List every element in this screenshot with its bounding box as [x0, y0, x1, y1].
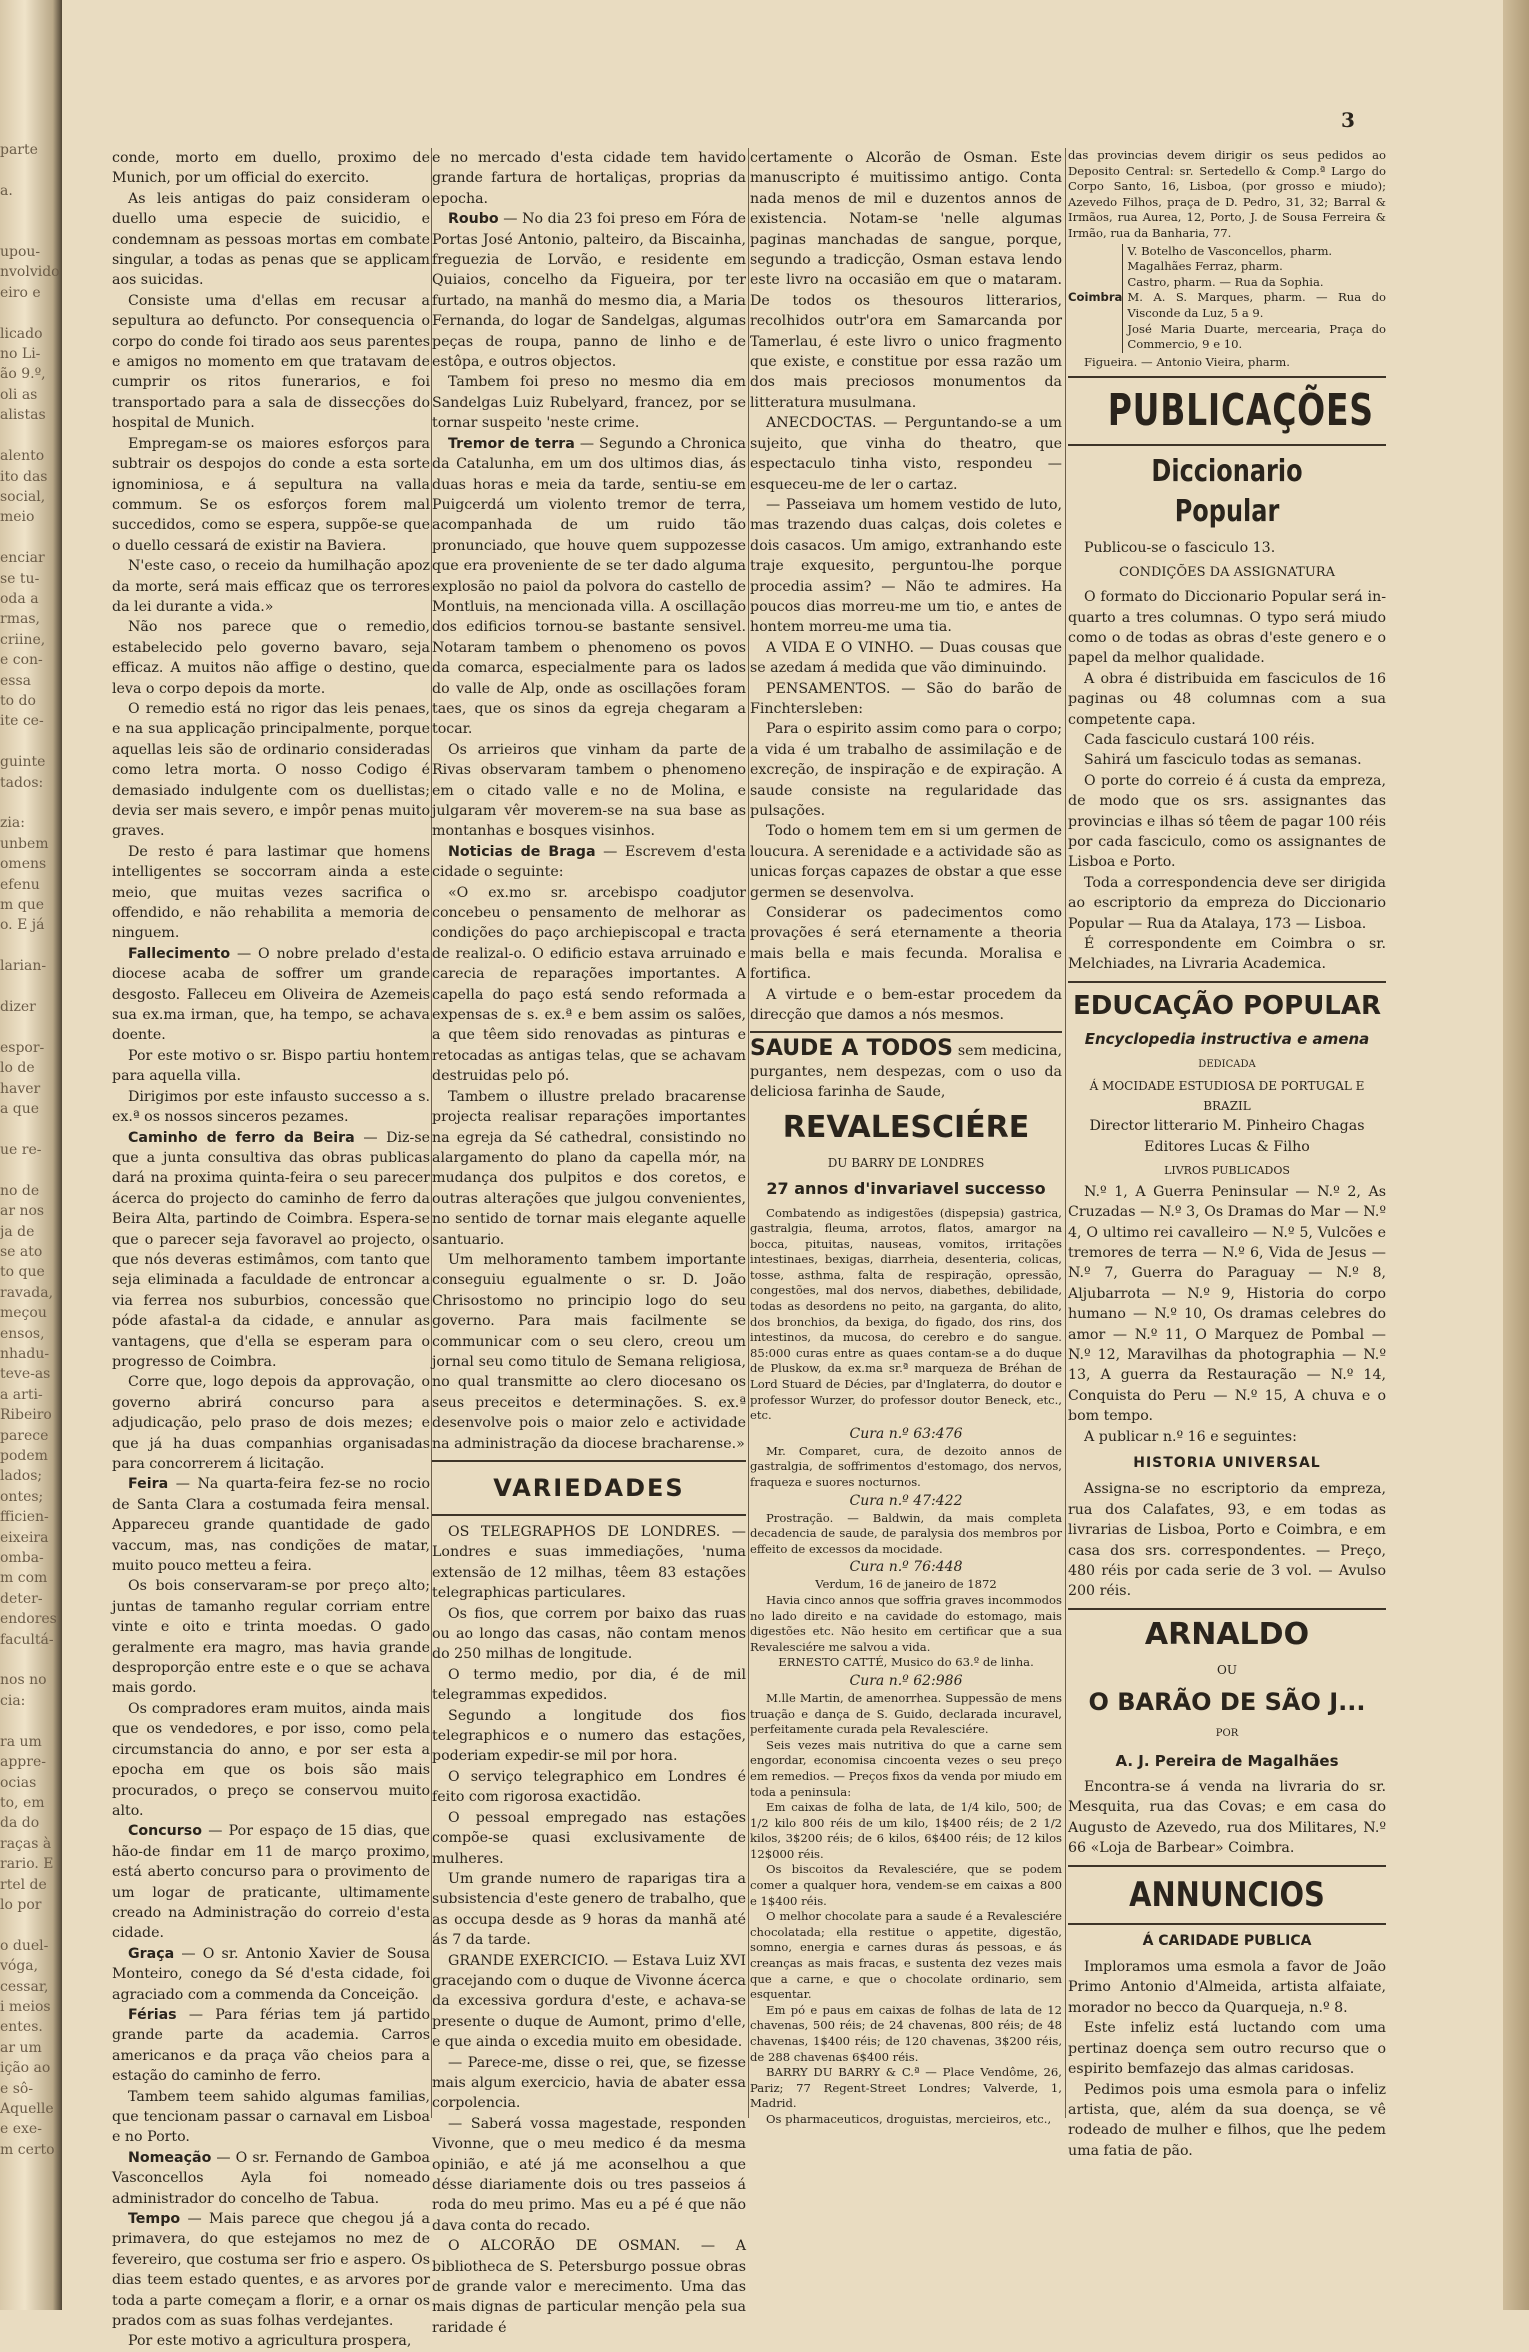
- strip-line: licado: [0, 325, 43, 342]
- strip-line: se tu-: [0, 570, 40, 587]
- news-text: — O nobre prelado d'esta diocese acaba de soffrer um grande desgosto. Falleceu em Oliveira de Azemeis sua ex.ma irman, que, ha tempo, se achava doente.: [112, 945, 430, 1044]
- coimbra-label: Coimbra: [1068, 290, 1123, 305]
- strip-line: ar nos: [0, 1203, 45, 1220]
- ad-text: das provincias devem dirigir os seus pedidos ao Deposito Central: sr. Sertedello & Comp.ª Largo do Corpo Santo, 16, Lisboa, (por grosso e miudo); Azevedo Filhos, praça de D. Pedro, 31, 32; Barral & Irmãos, rua Aurea, 12, Porto, J. de Sousa Ferreira & Irmão, rua da Banharia, 77.: [1068, 148, 1386, 240]
- strip-line: cia:: [0, 1692, 26, 1709]
- news-item: [112, 2209, 430, 2331]
- news-heading: OS TELEGRAPHOS DE LONDRES.: [448, 1524, 721, 1540]
- strip-line: ocias: [0, 1774, 37, 1791]
- paragraph: Tambem teem sahido algumas familias, que tencionam passar o carnaval em Lisboa e no Porto.: [112, 2088, 430, 2146]
- strip-line: lo de: [0, 1060, 35, 1077]
- paragraph: Por este motivo o sr. Bispo partiu hontem para aquella villa.: [112, 1047, 430, 1085]
- paragraph: Tambem o illustre prelado bracarense projecta realisar reparações importantes na egreja da Sé cathedral, consistindo no alargamento do plano da capella mór, na mudança dos pulpitos e dos coretos, e outras alterações que julgou convenientes, no sentido de tornar mais elegante aquelle santuario.: [432, 1088, 746, 1248]
- news-heading: Caminho de ferro da Beira: [128, 1129, 355, 1146]
- cure-date: Verdum, 16 de janeiro de 1872: [815, 1577, 997, 1592]
- strip-line: ja de: [0, 1223, 35, 1240]
- ad-text: Mr. Comparet, cura, de dezoito annos de gastralgia, de soffrimentos d'estomago, dos nervos, fraqueza e suores nocturnos.: [750, 1443, 1062, 1489]
- paragraph: Imploramos uma esmola a favor de João Primo Antonio d'Almeida, artista alfaiate, morador no becco da Quarqueja, n.º 8.: [1068, 1959, 1386, 2016]
- strip-line: criine,: [0, 631, 46, 648]
- strip-line: raças à: [0, 1835, 52, 1852]
- strip-line: larian-: [0, 958, 47, 975]
- strip-line: rmas,: [0, 611, 40, 628]
- strip-line: rtel de: [0, 1876, 47, 1893]
- paragraph: Os arrieiros que vinham da parte de Rivas observaram tambem o phenomeno em o citado valle e no de Molina, e julgaram vêr moverem-se na sua base as montanhas e bosques visinhos.: [432, 741, 746, 840]
- director-line: Director litterario M. Pinheiro Chagas: [1089, 1118, 1365, 1135]
- paragraph: N'este caso, o receio da humilhação apoz da morte, será mais efficaz que os terrores da lei durante a vida.»: [112, 558, 430, 615]
- strip-line: ue re-: [0, 1141, 42, 1158]
- news-item: [112, 944, 430, 1046]
- ad-text: M.lle Martin, de amenorrhea. Suppessão de mens truação e dança de S. Guido, declarada incuravel, perfeitamente curada pela Revalesciére.: [750, 1690, 1062, 1737]
- strip-line: [0, 222, 56, 242]
- strip-line: to que: [0, 1264, 45, 1281]
- strip-line: e exe-: [0, 2121, 42, 2138]
- fasciculo-text: Publicou-se o fasciculo 13.: [1084, 540, 1276, 557]
- news-text: — No dia 23 foi preso em Fóra de Portas José Antonio, palteiro, da Biscainha, freguezia de Lorvão, e residente em Quiaios, concelho da Figueira, por ter furtado, na manhã do mesmo dia, a Maria Fernanda, do logar de Sandelgas, algumas peças de roupa, panno de linho e de estôpa, e outros objectos.: [432, 211, 746, 371]
- news-text: — Segundo a Chronica da Catalunha, em um dos ultimos dias, ás duas horas e meia da tarde, sentiu-se em Puigcerdá um violento tremor de terra, acompanhada de um ruido tão pronunciado, que houve quem suppozesse que era proveniente de se ter dado alguma explosão no paiol da polvora do castello de Montluis, na mencionada villa. A oscillação dos edificios tornou-se bastante sensivel. Notaram tambem o phenomeno os povos da comarca, especialmente para os lados do valle de Alp, onde as oscillações foram taes, que os sinos da egreja chegaram a tocar.: [432, 435, 746, 738]
- cure-number: Cura n.º 76:448: [849, 1559, 963, 1576]
- strip-line: eixeira: [0, 1529, 49, 1546]
- strip-line: [0, 732, 56, 752]
- strip-line: o. E já: [0, 917, 45, 934]
- paragraph: Este infeliz está luctando com uma pertinaz doença sem outro recurso que o espirito bemfazejo das almas caridosas.: [1068, 2020, 1386, 2078]
- strip-line: a arti-: [0, 1386, 43, 1403]
- strip-line: i meios: [0, 1998, 51, 2015]
- paragraph: O termo medio, por dia, é de mil telegrammas expedidos.: [432, 1666, 746, 1704]
- historia-title: HISTORIA UNIVERSAL: [1133, 1454, 1321, 1471]
- strip-line: [0, 1711, 56, 1731]
- dedicada-label: DEDICADA: [1198, 1059, 1256, 1071]
- page-number: 3: [1341, 108, 1355, 132]
- strip-line: ite ce-: [0, 713, 44, 730]
- paragraph: De resto é para lastimar que homens intelligentes se soccorram ainda a este meio, que muitas vezes sacrifica o offendido, e não rehabilita a memoria de ninguem.: [112, 843, 430, 942]
- section-rule: [750, 1031, 1062, 1033]
- section-rule: [1068, 444, 1386, 446]
- strip-line: eiro e: [0, 284, 41, 301]
- strip-line: meçou: [0, 1305, 47, 1322]
- strip-line: efenu: [0, 876, 40, 893]
- encyclopedia-subtitle: Encyclopedia instructiva e amena: [1084, 1029, 1370, 1048]
- dealer-line: Magalhães Ferraz, pharm.: [1127, 259, 1283, 274]
- news-heading: Nomeação: [128, 2149, 212, 2166]
- news-heading: Graça: [128, 1945, 175, 1962]
- section-rule: [1068, 1923, 1386, 1925]
- strip-line: meio: [0, 509, 35, 526]
- news-heading: Tempo: [128, 2211, 181, 2228]
- saude-text: sem medicina, purgantes, nem despezas, com o uso da deliciosa farinha de Saude,: [750, 1043, 1062, 1101]
- section-rule: [1068, 981, 1386, 983]
- news-item: [112, 1821, 430, 1943]
- revalesciere-title: REVALESCIÉRE: [782, 1109, 1030, 1145]
- news-text: — Diz-se que a junta consultiva das obras publicas dará na proxima quinta-feira o seu parecer ácerca do projecto do caminho de ferro da Beira Alta, partindo de Coimbra. Espera-se que o parecer seja favoravel ao projecto, o que nós deveras estimâmos, com tanto que seja eliminada a faculdade de entroncar a via ferrea nos suburbios, concessão que póde afastal-a da cidade, e annular as vantagens, que d'ella se esperam para o progresso de Coimbra.: [112, 1129, 430, 1370]
- variedades-title: VARIEDADES: [493, 1474, 685, 1502]
- paragraph: O pessoal empregado nas estações compõe-se quasi exclusivamente de mulheres.: [432, 1809, 746, 1867]
- strip-line: enciar: [0, 550, 45, 567]
- dealer-line: M. A. S. Marques, pharm. — Rua do Visconde da Luz, 5 a 9.: [1127, 290, 1386, 320]
- column-3: [750, 148, 1062, 2126]
- strip-line: cessar,: [0, 1978, 49, 1995]
- strip-line: rario. E: [0, 1856, 54, 1873]
- annos-tagline: 27 annos d'invariavel successo: [766, 1179, 1046, 1199]
- ou-label: OU: [1217, 1662, 1237, 1677]
- strip-line: fficien-: [0, 1509, 49, 1526]
- strip-line: [0, 977, 56, 997]
- strip-line: ição ao: [0, 2060, 51, 2077]
- news-heading: ANECDOCTAS.: [766, 415, 877, 432]
- strip-line: no Li-: [0, 346, 41, 363]
- paragraph: As leis antigas do paiz consideram o duello uma especie de suicidio, e condemnam as pessoas mortas em combate singular, a todas as penas que se applicam aos suicidas.: [112, 190, 430, 289]
- news-heading: Noticias de Braga: [448, 843, 596, 860]
- paragraph: Empregam-se os maiores esforços para subtrair os despojos do conde a esta sorte ignominiosa, e á sepultura na valla commum. Se os esforços forem mal succedidos, como se espera, suppõe-se que o duello cessará de existir na Baviera.: [112, 435, 430, 554]
- strip-line: [0, 303, 56, 323]
- ad-text: Havia cinco annos que soffria graves incommodos no lado direito e na cavidade do estomago, mais digestões etc. Não hesito em certificar que a sua Revalesciére me salvou a vida.: [750, 1592, 1062, 1654]
- paragraph: Os fios, que correm por baixo das ruas ou ao longo das casas, não contam menos do 250 milhas de longitude.: [432, 1605, 746, 1663]
- paragraph: Não nos parece que o remedio, estabelecido pelo governo bavaro, seja efficaz. A muitos não affige o destino, que leva o corpo depois da morte.: [112, 619, 430, 697]
- cure-number: Cura n.º 47:422: [849, 1492, 963, 1509]
- publicacoes-title: PUBLICAÇÕES: [1107, 385, 1374, 437]
- livros-heading: LIVROS PUBLICADOS: [1164, 1164, 1290, 1178]
- paragraph: Sahirá um fasciculo todas as semanas.: [1084, 752, 1362, 769]
- news-heading: Concurso: [128, 1823, 202, 1840]
- strip-line: e con-: [0, 652, 43, 669]
- news-text: — A bibliotheca de S. Petersburgo possue obras de grande valor e merecimento. Uma das mais dignas de particular menção pela sua raridade é: [432, 2238, 747, 2336]
- news-item: [112, 1474, 430, 1576]
- editores-line: Editores Lucas & Filho: [1144, 1138, 1310, 1155]
- paragraph: Segundo a longitude dos fios telegraphicos e o numero das estações, poderiam expedir-se mil por hora.: [432, 1707, 746, 1765]
- ad-text: Os biscoitos da Revalesciére, que se podem comer a qualquer hora, vendem-se em caixas a 800 e 1$400 réis.: [750, 1862, 1062, 1908]
- mocidade-line: Á MOCIDADE ESTUDIOSA DE PORTUGAL E BRAZIL: [1089, 1078, 1365, 1114]
- strip-line: [0, 1120, 56, 1140]
- strip-line: haver: [0, 1080, 41, 1097]
- news-text: — O sr. Fernando de Gamboa Vasconcellos Ayla foi nomeado administrador do concelho de Tabua.: [112, 2149, 430, 2207]
- paragraph: Assigna-se no escriptorio da empreza, rua dos Calafates, 93, e em todas as livrarias de Lisboa, Porto e Coimbra, e em casa dos srs. correspondentes. — Preço, 480 réis por cada serie de 3 vol. — Avulso 200 réis.: [1068, 1481, 1386, 1600]
- strip-line: m com: [0, 1570, 48, 1587]
- news-heading: Fallecimento: [128, 945, 231, 962]
- section-rule: [1068, 1865, 1386, 1867]
- strip-line: to, em: [0, 1794, 45, 1811]
- strip-line: social,: [0, 488, 46, 505]
- paragraph: Toda a correspondencia deve ser dirigida ao escriptorio da empreza do Diccionario Popular — Rua da Atalaya, 173 — Lisboa.: [1068, 874, 1386, 932]
- strip-line: [0, 793, 56, 813]
- news-heading: Tremor de terra: [448, 435, 575, 452]
- strip-line: alistas: [0, 407, 46, 424]
- paragraph: N.º 1, A Guerra Peninsular — N.º 2, As Cruzadas — N.º 3, Os Dramas do Mar — N.º 4, O ultimo rei cavalleiro — N.º 5, Vulcões e tremores de terra — N.º 6, Vida de Jesus — N.º 7, Guerra do Paraguay — N.º 8, Aljubarrota — N.º 9, Historia do corpo humano — N.º 10, Os dramas celebres do amor — N.º 11, O Marquez de Pombal — N.º 12, Maravilhas da photographia — N.º 13, A guerra da Restauração — N.º 14, Conquista do Peru — N.º 15, A chuva e o bom tempo.: [1068, 1183, 1386, 1425]
- strip-line: m certo: [0, 2141, 55, 2158]
- strip-line: ra um: [0, 1733, 42, 1750]
- news-text: — Estava Luiz XVI gracejando com o duque de Vivonne ácerca da excessiva gordura d'este, e achava-se presente o duque de Aumont, primo d'elle, e que ainda o excedia muito em obesidade.: [432, 1952, 746, 2051]
- column-2: [432, 148, 747, 2336]
- dealer-line: V. Botelho de Vasconcellos, pharm.: [1127, 243, 1333, 258]
- news-heading: O ALCORÃO DE OSMAN.: [448, 2238, 681, 2255]
- ad-text: Os pharmaceuticos, droguistas, mercieiros, etc.,: [766, 2111, 1052, 2126]
- paragraph: Todo o homem tem em si um germen de loucura. A serenidade e a actividade são as unicas forças capazes de obstar a que esse germen se desenvolva.: [750, 823, 1062, 901]
- paragraph: e no mercado d'esta cidade tem havido grande fartura de hortaliças, proprias da epocha.: [432, 150, 746, 207]
- diccionario-title: Diccionario Popular: [1151, 454, 1303, 530]
- strip-line: lo por: [0, 1896, 42, 1913]
- strip-line: to do: [0, 692, 36, 709]
- paragraph: O remedio está no rigor das leis penaes, e na sua applicação principalmente, porque aquellas leis são de ordinario consideradas como letra morta. O nosso Codigo é demasiado indulgente com os duellistas; devia ser mais severo, e impôr penas muito graves.: [112, 700, 430, 840]
- ad-text: Em pó e paus em caixas de folhas de lata de 12 chavenas, 500 réis; de 24 chavenas, 800 réis; de 48 chavenas, 1$400 réis; de 120 chavenas, 3$200 réis, de 288 chavenas 6$400 réis.: [750, 2002, 1062, 2064]
- barao-title: O BARÃO DE SÃO J...: [1088, 1688, 1366, 1717]
- news-text: — Escrevem d'esta cidade o seguinte:: [432, 843, 746, 881]
- strip-line: da do: [0, 1815, 40, 1832]
- news-item: [432, 1522, 746, 1604]
- caridade-heading: Á CARIDADE PUBLICA: [1142, 1932, 1312, 1949]
- column-rule: [1065, 148, 1066, 2118]
- strip-line: facultá-: [0, 1631, 54, 1648]
- section-rule: [1068, 376, 1386, 378]
- news-heading: GRANDE EXERCICIO.: [448, 1952, 609, 1969]
- arnaldo-title: ARNALDO: [1144, 1616, 1310, 1652]
- news-text: — Duas cousas que se azedam á medida que vão diminuindo.: [750, 639, 1062, 677]
- strip-line: zia:: [0, 815, 25, 832]
- strip-line: [0, 1017, 56, 1037]
- strip-line: a.: [0, 182, 13, 199]
- strip-line: nhadu-: [0, 1345, 50, 1362]
- strip-line: se ato: [0, 1243, 43, 1260]
- paragraph: A virtude e o bem-estar procedem da direcção que damos a nós mesmos.: [750, 986, 1062, 1024]
- strip-line: vóga,: [0, 1958, 39, 1975]
- strip-line: lados;: [0, 1468, 43, 1485]
- paragraph: «O ex.mo sr. arcebispo coadjutor concebeu o pensamento de melhorar as condições do paço archiepiscopal e tracta de realizal-o. O edificio estava arruinado e carecia de reparações importantes. A capella do paço está sendo reformada a expensas de s. ex.ª e bem assim os salões, a que têem sido renovadas as pinturas e retocadas as antigas telas, que se achavam destruidas pelo pó.: [432, 884, 746, 1085]
- section-rule: [432, 1460, 746, 1462]
- paragraph: Consiste uma d'ellas em recusar a sepultura ao defuncto. Por consequencia o corpo do conde foi tirado aos seus parentes e amigos no momento em que tratavam de cumprir os ritos funerarios, e foi transportado para a sala de dissecções do hospital de Munich.: [112, 292, 430, 432]
- paragraph: A obra é distribuida em fasciculos de 16 paginas ou 48 columnas com a sua competente capa.: [1068, 670, 1386, 728]
- paragraph: Para o espirito assim como para o corpo; a vida é um trabalho de assimilação e de excreção, de inspiração e de expiração. A saude consiste na regularidade das pulsações.: [750, 721, 1062, 819]
- paragraph: conde, morto em duello, proximo de Munich, por um official do exercito.: [112, 150, 430, 187]
- strip-line: unbem: [0, 835, 49, 852]
- column-rule: [748, 148, 749, 2118]
- paragraph: — Saberá vossa magestade, responden Vivonne, que o meu medico é da mesma opinião, e até já me aconselhou a que désse diariamente dois ou tres passeios á roda do meu primo. Mas eu a pé é que não dava conta do recado.: [432, 2115, 746, 2234]
- cure-number: Cura n.º 62:986: [849, 1672, 963, 1689]
- strip-line: [0, 1915, 56, 1935]
- news-text: — Londres e suas immediações, 'numa extensão de 12 milhas, têem 83 estações telegraphicas particulares.: [432, 1524, 746, 1602]
- cure-number: Cura n.º 63:476: [849, 1425, 963, 1442]
- news-heading: A VIDA E O VINHO.: [766, 639, 914, 656]
- news-text: — Para férias tem já partido grande parte da academia. Carros americanos e da praça vão cheios para a estação do caminho de ferro.: [112, 2006, 430, 2085]
- dealer-line: Castro, pharm. — Rua da Sophia.: [1127, 274, 1324, 289]
- news-text: — Por espaço de 15 dias, que hão-de findar em 11 de março proximo, está aberto concurso para o provimento de um logar de praticante, ultimamente creado na Administração do correio d'esta cidade.: [112, 1823, 430, 1942]
- news-text: — Na quarta-feira fez-se no rocio de Santa Clara a costumada feira mensal. Appareceu grande quantidade de gado vaccum, mas, nas condições de matar, muito pouco metteu a feira.: [112, 1476, 430, 1575]
- strip-line: podem: [0, 1448, 48, 1464]
- news-heading: Feira: [128, 1476, 169, 1493]
- paragraph: Dirigimos por este infausto successo a s. ex.ª os nossos sinceros pezames.: [112, 1088, 430, 1126]
- paragraph: Por este motivo a agricultura prospera,: [128, 2333, 412, 2350]
- paragraph: Pedimos pois uma esmola para o infeliz artista, que, além da sua doença, se vê rodeado de mulher e filhos, que lhe pedem uma fatia de pão.: [1068, 2081, 1386, 2159]
- strip-line: teve-as: [0, 1366, 51, 1383]
- news-item: [750, 679, 1062, 720]
- section-rule: [432, 1514, 746, 1516]
- news-text: — Perguntando-se a um sujeito, que vinha do theatro, que espectaculo tinha visto, respondeu — esqueceu-me de ler o cartaz.: [750, 415, 1062, 493]
- strip-line: ão 9.º,: [0, 366, 46, 383]
- strip-line: tados:: [0, 774, 44, 791]
- paragraph: Cada fasciculo custará 100 réis.: [1084, 731, 1315, 748]
- paragraph: Um melhoramento tambem importante conseguiu egualmente o sr. D. João Chrisostomo no principio logo do seu governo. Para mais facilmente se communicar com o seu clero, creou um jornal seu como titulo de Semana religiosa, no qual transmitte ao clero diocesano os seus preceitos e determinações. S. ex.ª desenvolve pois o maior zelo e actividade na administração da diocese bracharense.»: [432, 1251, 746, 1452]
- strip-line: oda a: [0, 590, 39, 607]
- strip-line: nvolvido: [0, 264, 60, 281]
- news-item: [432, 2236, 746, 2338]
- ad-text: Em caixas de folha de lata, de 1/4 kilo, 500; de 1/2 kilo 800 réis de um kilo, 1$400 réis; de 2 1/2 kilos, 3$200 réis; de 6 kilos, 6$400 réis; de 12 kilos 12$000 réis.: [750, 1800, 1062, 1861]
- strip-line: ontes;: [0, 1488, 44, 1505]
- strip-line: guinte: [0, 754, 46, 771]
- news-item: [112, 1944, 430, 2005]
- cure-signature: ERNESTO CATTÉ, Musico do 63.º de linha.: [778, 1655, 1034, 1670]
- news-text: — O sr. Antonio Xavier de Sousa Monteiro, conego da Sé d'esta cidade, foi agraciado com a commenda da Conceição.: [112, 1945, 430, 2003]
- strip-line: Ribeiro: [0, 1407, 52, 1424]
- paragraph: O formato do Diccionario Popular será in-quarto a tres columnas. O typo será miudo como o de todas as obras d'este genero e o papel da melhor qualidade.: [1068, 589, 1386, 667]
- strip-line: ar um: [0, 2039, 42, 2056]
- dubarry-subtitle: DU BARRY DE LONDRES: [827, 1155, 985, 1170]
- strip-line: endores: [0, 1611, 57, 1628]
- author-name: A. J. Pereira de Magalhães: [1115, 1751, 1339, 1770]
- news-item: [432, 1951, 746, 2053]
- strip-line: parece: [0, 1427, 49, 1444]
- section-rule: [1068, 1608, 1386, 1610]
- strip-line: alento: [0, 448, 45, 465]
- news-heading: Férias: [128, 2006, 177, 2023]
- strip-line: appre-: [0, 1754, 46, 1771]
- strip-line: upou-: [0, 244, 41, 261]
- por-label: POR: [1215, 1728, 1239, 1740]
- strip-line: nos no: [0, 1672, 47, 1689]
- strip-line: Aquelle: [0, 2101, 54, 2117]
- paragraph: certamente o Alcorão de Osman. Este manuscripto é muitissimo antigo. Conta nada menos de mil e duzentos annos de existencia. Notam-se 'nelle algumas paginas manchadas de sangue, porque, segundo a tradicção, Osman estava lendo este livro na occasião em que o mataram. De todos os thesouros litterarios, recolhidos outr'ora em Samarcanda por Tamerlau, é este livro o unico fragmento que existe, e constitue por essa razão um dos mais preciosos monumentos da litteratura musulmana.: [750, 150, 1062, 411]
- page-edge: [1503, 0, 1529, 2310]
- condicoes-heading: CONDIÇÕES DA ASSIGNATURA: [1119, 564, 1335, 580]
- ad-text: BARRY DU BARRY & C.ª — Place Vendôme, 26, Pariz; 77 Regent-Street Londres; Valverde, 1, Madrid.: [750, 2065, 1062, 2111]
- saude-title: SAUDE A TODOS: [750, 1036, 953, 1062]
- ad-text: Figueira. — Antonio Vieira, pharm.: [1084, 354, 1290, 369]
- paragraph: Um grande numero de raparigas tira a subsistencia d'este genero de trabalho, que as occupa desde as 9 horas da manhã até ás 7 da tarde.: [432, 1870, 746, 1949]
- strip-line: [0, 201, 56, 221]
- strip-line: omens: [0, 856, 47, 873]
- dealer-line: José Maria Duarte, mercearia, Praça do Commercio, 9 e 10.: [1127, 321, 1386, 352]
- strip-line: a que: [0, 1101, 40, 1118]
- paragraph: Os bois conservaram-se por preço alto; juntas de tamanho regular corriam entre vinte e oito e trinta moedas. O gado geralmente era magro, mas havia grande desproporção entre este e o que se achava mais gordo.: [112, 1578, 430, 1697]
- column-4: [1068, 148, 1386, 2159]
- paragraph: Encontra-se á venda na livraria do sr. Mesquita, rua das Covas; e em casa do Augusto de Azevedo, rua dos Militares, N.º 66 «Loja de Barbear» Coimbra.: [1068, 1779, 1386, 1857]
- news-item: [432, 209, 746, 372]
- previous-page-edge: [0, 140, 60, 2158]
- strip-line: ensos,: [0, 1325, 45, 1342]
- ad-text: Combatendo as indigestões (dispepsia) gastrica, gastralgia, fleuma, arrotos, flatos, amargor na bocca, pituitas, nauseas, vomitos, irritações intestinaes, bexigas, diarrheia, desenteria, colicas, tosse, asthma, falta de respiração, opressão, congestões, mal dos nervos, diabethes, debilidade, todas as desordens no peito, na garganta, do alito, dos bronchios, da bexiga, do figado, dos rins, dos intestinos, da mucosa, do cerebro e do sangue. 85:000 curas entre as quaes contam-se a do duque de Pluskow, da ex.ma sr.ª marqueza de Bréhan de Lord Stuard de Décies, par d'Inglaterra, do doutor e professor Wurzer, do professor doutor Beneck, etc., etc.: [750, 1205, 1062, 1423]
- strip-line: essa: [0, 672, 32, 689]
- paragraph: Os compradores eram muitos, ainda mais que os vendedores, e por isso, como pela circumstancia do anno, e por ser esta a epocha em que os bois são mais procurados, o preço se conservou muito alto.: [112, 1700, 430, 1819]
- strip-line: [0, 936, 56, 956]
- news-item: [750, 638, 1062, 679]
- paragraph: Corre que, logo depois da approvação, o governo abrirá concurso para a adjudicação, pelo praso de dois mezes; e que já ha duas companhias organisadas para concorrerem á licitação.: [112, 1374, 430, 1472]
- news-item: [432, 434, 746, 740]
- strip-line: ito das: [0, 468, 48, 485]
- strip-line: [0, 426, 56, 446]
- strip-line: o duel-: [0, 1937, 49, 1954]
- annuncios-title: ANNUNCIOS: [1129, 1874, 1325, 1915]
- news-item: [750, 413, 1062, 495]
- strip-line: [0, 528, 56, 548]
- paragraph: É correspondente em Coimbra o sr. Melchiades, na Livraria Academica.: [1068, 936, 1386, 973]
- strip-line: [0, 160, 56, 180]
- paragraph: Tambem foi preso no mesmo dia em Sandelgas Luiz Rubelyard, francez, por se tornar suspeito 'neste crime.: [432, 374, 746, 432]
- strip-line: deter-: [0, 1590, 43, 1607]
- strip-line: ravada,: [0, 1284, 54, 1301]
- news-text: — Mais parece que chegou já a primavera, do que estejamos no mez de fevereiro, que costuma ser frio e aspero. Os dias teem estado quentes, e as arvores por toda a parte começam a florir, e a ornar os prados com as suas folhas verdejantes.: [112, 2211, 430, 2330]
- educacao-title: EDUCAÇÃO POPULAR: [1072, 990, 1382, 1021]
- paragraph: — Passeiava um homem vestido de luto, mas trazendo duas calças, dois coletes e dois casacos. Um amigo, extranhando este traje exquesito, perguntou-lhe porque procedia assim? — Não te admires. Ha poucos dias morreu-me um tio, e antes de hontem morreu-me uma tia.: [750, 496, 1062, 636]
- strip-line: e sô-: [0, 2080, 34, 2097]
- news-item: [112, 2148, 430, 2209]
- strip-line: dizer: [0, 999, 36, 1016]
- news-item: [432, 842, 746, 883]
- strip-line: [0, 1160, 56, 1180]
- strip-line: entes.: [0, 2019, 43, 2036]
- paragraph: O serviço telegraphico em Londres é feito com rigorosa exactidão.: [432, 1768, 746, 1806]
- paragraph: — Parece-me, disse o rei, que, se fizesse mais algum exercicio, havia de abater essa corpolencia.: [432, 2054, 746, 2112]
- strip-line: parte: [0, 142, 38, 158]
- strip-line: espor-: [0, 1039, 45, 1056]
- news-heading: Roubo: [448, 211, 499, 228]
- strip-line: m que: [0, 897, 44, 914]
- news-item: [112, 1128, 430, 1373]
- ad-text: O melhor chocolate para a saude é a Revalesciére chocolatada; ella restitue o appetite, digestão, somno, energia e carnes duras ás pessoas, e ás creanças as mais fracas, e sustenta dez vezes mais que a carne, e que o chocolate ordinario, sem esquentar.: [750, 1909, 1062, 2002]
- ad-text: Prostração. — Baldwin, da mais completa decadencia de saude, de paralysia dos membros por effeito de excessos da mocidade.: [750, 1510, 1062, 1556]
- column-1: [112, 148, 430, 2350]
- paragraph: Considerar os padecimentos como provações é será eternamente a theoria mais bella e mais fecunda. Moralisa e fortifica.: [750, 905, 1062, 983]
- news-text: — São do barão de Finchtersleben:: [750, 680, 1062, 717]
- ad-text: Seis vezes mais nutritiva do que a carne sem engordar, economisa cincoenta vezes o seu preço em remedios. — Preços fixos da venda por miudo em toda a peninsula:: [750, 1737, 1062, 1799]
- paragraph: O porte do correio é á custa da empreza, de modo que os srs. assignantes das provincias e ilhas só têem de pagar 100 réis por cada fasciculo, como os assignantes de Lisboa e Porto.: [1068, 772, 1386, 871]
- strip-line: [0, 1650, 56, 1670]
- strip-line: omba-: [0, 1550, 44, 1567]
- news-item: [112, 2005, 430, 2087]
- strip-line: oli as: [0, 386, 38, 403]
- strip-line: no de: [0, 1182, 40, 1199]
- news-heading: PENSAMENTOS.: [766, 680, 891, 697]
- paragraph: A publicar n.º 16 e seguintes:: [1084, 1428, 1297, 1445]
